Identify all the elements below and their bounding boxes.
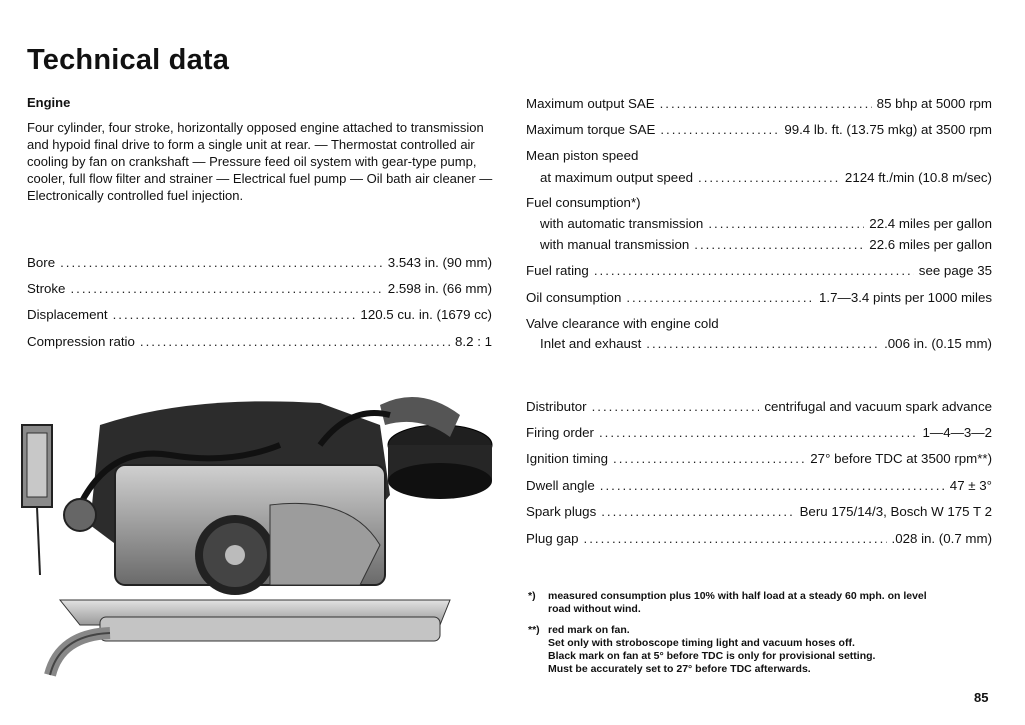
spec-label: Plug gap [526, 531, 579, 546]
leader-dots [708, 215, 864, 233]
leader-dots [694, 236, 864, 254]
footnote-line: Black mark on fan at 5° before TDC is only for provisional setting. [548, 650, 876, 662]
spec-row-fuel-auto [540, 215, 992, 235]
leader-dots [592, 398, 760, 416]
footnote-line: red mark on fan. [548, 624, 630, 636]
leader-dots [599, 424, 918, 442]
engine-photo [20, 385, 500, 685]
footnote-line: measured consumption plus 10% with half load at a steady 60 mph. on level [548, 590, 927, 602]
spec-value: 1—4—3—2 [922, 425, 992, 440]
spec-value: 8.2 : 1 [455, 334, 492, 349]
spec-row-displacement [27, 306, 492, 326]
spec-value: .028 in. (0.7 mm) [891, 531, 992, 546]
spec-row-oil-consumption [526, 289, 992, 309]
leader-dots [626, 289, 814, 307]
leader-dots [601, 503, 794, 521]
leader-dots [60, 254, 383, 272]
footnote-line: Must be accurately set to 27° before TDC afterwards. [548, 663, 811, 675]
spec-value: Beru 175/14/3, Bosch W 175 T 2 [799, 504, 992, 519]
spec-value: 47 ± 3° [949, 478, 992, 493]
spec-label: Displacement [27, 307, 108, 322]
spec-value: 1.7—3.4 pints per 1000 miles [819, 290, 992, 305]
leader-dots [613, 450, 805, 468]
spec-value: 2.598 in. (66 mm) [387, 281, 492, 296]
valve-clearance-heading: Valve clearance with engine cold [526, 316, 719, 331]
spec-label: with automatic transmission [540, 216, 704, 231]
leader-dots [660, 95, 872, 113]
leader-dots [660, 121, 779, 139]
footnote-1 [528, 590, 998, 616]
spec-label: Spark plugs [526, 504, 597, 519]
spec-row-plug-gap [526, 530, 992, 550]
spec-row-compression [27, 333, 492, 353]
spec-label: Compression ratio [27, 334, 135, 349]
spec-label: Maximum torque SAE [526, 122, 656, 137]
spec-label: Distributor [526, 399, 587, 414]
page-title: Technical data [27, 44, 230, 76]
spec-row-bore [27, 254, 492, 274]
spec-value: centrifugal and vacuum spark advance [764, 399, 992, 414]
spec-value: 22.4 miles per gallon [869, 216, 992, 231]
spec-label: Bore [27, 255, 56, 270]
spec-row-dwell-angle [526, 477, 992, 497]
spec-value: 85 bhp at 5000 rpm [876, 96, 992, 111]
spec-row-fuel-manual [540, 236, 992, 256]
crank-pulley [195, 515, 275, 595]
alternator [64, 499, 96, 531]
control-unit [22, 425, 52, 575]
leader-dots [594, 262, 914, 280]
spec-value: 27° before TDC at 3500 rpm**) [810, 451, 992, 466]
spec-label: Firing order [526, 425, 594, 440]
spec-label: Oil consumption [526, 290, 622, 305]
spec-label: Inlet and exhaust [540, 336, 642, 351]
spec-label: Dwell angle [526, 478, 595, 493]
footnote-2 [528, 624, 998, 676]
spec-row-firing-order [526, 424, 992, 444]
spec-value: 2124 ft./min (10.8 m/sec) [844, 170, 992, 185]
leader-dots [113, 306, 356, 324]
spec-label: with manual transmission [540, 237, 690, 252]
footnote-line: Set only with stroboscope timing light and vacuum hoses off. [548, 637, 855, 649]
spec-label: at maximum output speed [540, 170, 693, 185]
leader-dots [70, 280, 382, 298]
air-cleaner [380, 397, 492, 499]
page-number: 85 [974, 690, 989, 705]
leader-dots [646, 335, 879, 353]
engine-heading: Engine [27, 95, 71, 110]
footnote-mark: *) [528, 590, 536, 602]
leader-dots [584, 530, 887, 548]
spec-label: Stroke [27, 281, 66, 296]
spec-row-stroke [27, 280, 492, 300]
spec-row-max-output [526, 95, 992, 115]
engine-description: Four cylinder, four stroke, horizontally opposed engine attached to transmission and hypoid final drive to form a single unit at rear. — Thermostat controlled air cooling by fan on crankshaft — Pressure feed oil system with gear-type pump, cooler, full flow filter and strainer — Electrical fuel pump — Oil bath air cleaner — Electronically controlled fuel injection. [27, 120, 493, 203]
leader-dots [140, 333, 450, 351]
spec-label: Maximum output SAE [526, 96, 655, 111]
leader-dots [600, 477, 945, 495]
spec-row-distributor [526, 398, 992, 418]
muffler [100, 617, 440, 641]
piston-speed-heading: Mean piston speed [526, 148, 639, 163]
spec-row-fuel-rating [526, 262, 992, 282]
spec-label: Ignition timing [526, 451, 609, 466]
spec-row-piston-speed [540, 169, 992, 189]
spec-row-valve [540, 335, 992, 355]
spec-row-spark-plugs [526, 503, 992, 523]
spec-row-max-torque [526, 121, 992, 141]
footnote-line: road without wind. [548, 603, 641, 615]
footnote-mark: **) [528, 624, 540, 636]
spec-value: 120.5 cu. in. (1679 cc) [360, 307, 492, 322]
footnotes [528, 590, 998, 684]
spec-value: 3.543 in. (90 mm) [387, 255, 492, 270]
leader-dots [698, 169, 840, 187]
spec-value: 22.6 miles per gallon [869, 237, 992, 252]
spec-value: .006 in. (0.15 mm) [884, 336, 992, 351]
spec-row-ignition-timing [526, 450, 992, 470]
spec-label: Fuel rating [526, 263, 589, 278]
spec-value: 99.4 lb. ft. (13.75 mkg) at 3500 rpm [784, 122, 992, 137]
fuel-consumption-heading: Fuel consumption*) [526, 195, 641, 210]
spec-value: see page 35 [918, 263, 992, 278]
